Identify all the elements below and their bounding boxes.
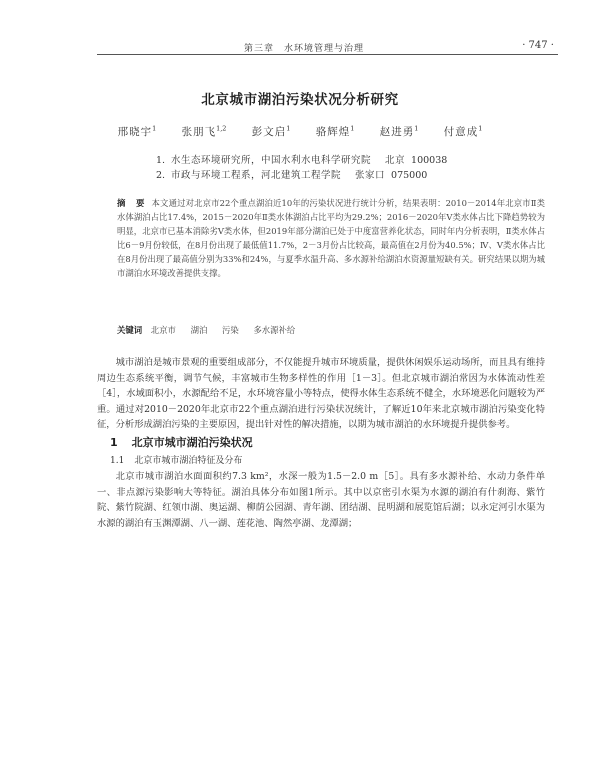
author: 骆辉煌$^1$: [315, 124, 355, 138]
affiliation-1: 1. 水生态环境研究所，中国水利水电科学研究院 北京 100038: [156, 155, 448, 166]
intro-paragraph: 城市湖泊是城市景观的重要组成部分，不仅能提升城市环境质量，提供休闲娱乐运动场所，而且具有维持周边生态系统平衡，调节气候，丰富城市生物多样性的作用［1－3］。但北京城市湖泊常因为水体流动性差［4］，水域面积小，水源配给不足，水环境容量小等特点，使得水体生态系统不健全，水环境恶化问题较为严重。通过对2010－2020年北京市22个重点湖泊进行污染状况统计，了解近10年来北京城市湖泊污染变化特征，分析形成湖泊污染的主要原因，提出针对性的解决措施，以期为城市湖泊的水环境提升提供参考。: [97, 357, 545, 430]
keyword: 湖泊: [190, 325, 208, 335]
section-heading-1: 1 北京市城市湖泊污染状况: [110, 436, 253, 449]
author: 彭文启$^1$: [251, 124, 291, 138]
author: 赵进勇$^1$: [379, 124, 419, 138]
paper-title: 北京城市湖泊污染状况分析研究: [201, 92, 399, 108]
author: 邢晓宇$^1$: [117, 124, 157, 138]
keywords-label: 关键词: [117, 325, 143, 335]
abstract-text: 本文通过对北京市22个重点湖泊近10年的污染状况进行统计分析，结果表明：2010－2014年北京市Ⅱ类水体湖泊占比17.4%，2015－2020年Ⅱ类水体湖泊占比平均为29.2%；2016－2020年Ⅴ类水体占比下降趋势较为明显，北京市已基本消除劣Ⅴ类水体，但2019年部分湖泊已处于中度富营养化状态，同时年内分析表明，Ⅱ类水体占比6－9月份较低，在8月份出现了最低值11.7%，2－3月份占比较高，最高值在2月份为40.5%；Ⅳ、Ⅴ类水体占比在8月份出现了最高值分别为33%和24%，与夏季水温升高、多水源补给湖泊水资源量短缺有关。研究结果以期为城市湖泊水环境改善提供支撑。: [117, 198, 545, 278]
author: 张朋飞$^{1,2}$: [181, 124, 227, 138]
abstract: [117, 196, 545, 280]
author-list: [0, 124, 600, 139]
keyword: 北京市: [150, 325, 176, 335]
running-header-section: 第三章 水环境管理与治理: [244, 44, 365, 54]
running-header: [97, 40, 558, 55]
section-1-1-paragraph: 北京市城市湖泊水面面积约7.3 km²，水深一般为1.5－2.0 m［5］。具有多水源补给、水动力条件单一、非点源污染影响大等特征。湖泊具体分布如图1所示。其中以京密引水渠为水源的湖泊有什刹海、紫竹院、紫竹院湖、红领巾湖、奥运湖、柳荫公园湖、青年湖、团结湖、昆明湖和展览馆后湖；以永定河引水渠为水源的湖泊有玉渊潭湖、八一湖、莲花池、陶然亭湖、龙潭湖；: [97, 471, 545, 529]
author: 付意成$^1$: [443, 124, 483, 138]
abstract-label: 摘 要: [117, 198, 146, 208]
keyword: 多水源补给: [253, 325, 296, 335]
page-number: · 747 ·: [522, 40, 554, 51]
section-heading-1-1: 1.1 北京市城市湖泊特征及分布: [110, 456, 243, 466]
keywords: [117, 324, 307, 336]
keyword: 污染: [222, 325, 239, 335]
affiliation-2: 2. 市政与环境工程系，河北建筑工程学院 张家口 075000: [156, 170, 428, 181]
